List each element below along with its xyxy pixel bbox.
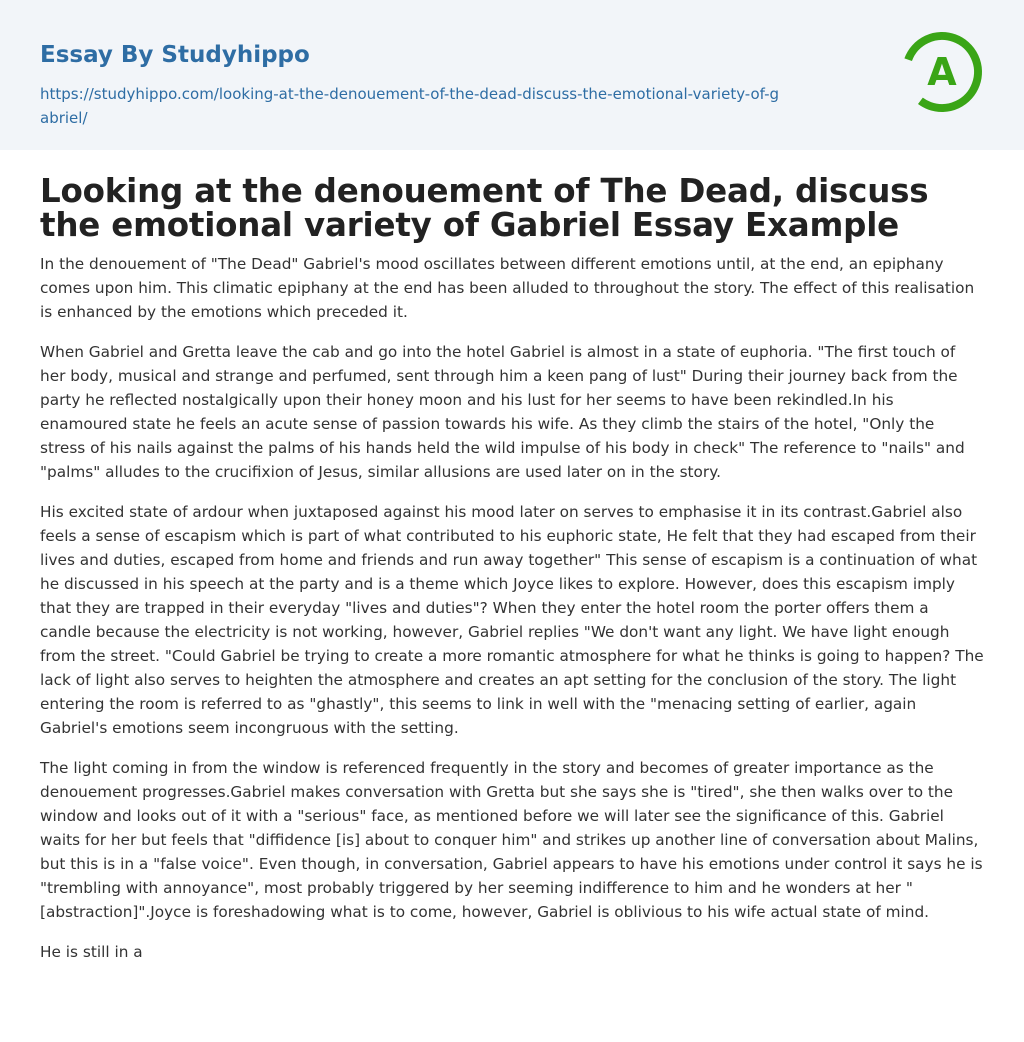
paragraph: When Gabriel and Gretta leave the cab and go into the hotel Gabriel is almost in a state of euphoria. "The first touch of her body, musical and strange and perfumed, sent through him a keen pang of lust" During their journey back from the party he reflected nostalgically upon their honey moon and his lust for her seems to have been rekindled.In his enamoured state he feels an acute sense of passion towards his wife. As they climb the stairs of the hotel, "Only the stress of his nails against the palms of his hands held the wild impulse of his body in check" The reference to "nails" and "palms" alludes to the crucifixion of Jesus, similar allusions are used later on in the story. xyxy=(40,343,965,481)
paragraph: His excited state of ardour when juxtaposed against his mood later on serves to emphasise it in its contrast.Gabriel also feels a sense of escapism which is part of what contributed to his euphoric state, He felt that they had escaped from their lives and duties, escaped from home and friends and run away together" This sense of escapism is a continuation of what he discussed in his speech at the party and is a theme which Joyce likes to explore. However, does this escapism imply that they are trapped in their everyday "lives and duties"? When they enter the hotel room the porter offers them a candle because the electricity is not working, however, Gabriel replies "We don't want any light. We have light enough from the street. "Could Gabriel be trying to create a more romantic atmosphere for what he thinks is going to happen? The lack of light also serves to heighten the atmosphere and creates an apt setting for the conclusion of the story. The light entering the room is referred to as "ghastly", this seems to link in well with the "menacing setting of earlier, again Gabriel's emotions seem incongruous with the setting. xyxy=(40,503,984,737)
source-url-link[interactable]: https://studyhippo.com/looking-at-the-denouement-of-the-dead-discuss-the-emotional-variety-of-gabriel/ xyxy=(40,85,780,127)
logo-letter: A xyxy=(927,50,957,94)
studyhippo-logo-icon[interactable] xyxy=(900,30,984,114)
paragraph: The light coming in from the window is referenced frequently in the story and becomes of greater importance as the denouement progresses.Gabriel makes conversation with Gretta but she says she is "tired", she then walks over to the window and looks out of it with a "serious" face, as mentioned before we will later see the significance of this. Gabriel waits for her but feels that "diffidence [is] about to conquer him" and strikes up another line of conversation about Malins, but this is in a "false voice". Even though, in conversation, Gabriel appears to have his emotions under control it says he is "trembling with annoyance", most probably triggered by her seeming indifference to him and he wonders at her "[abstraction]".Joyce is foreshadowing what is to come, however, Gabriel is oblivious to his wife actual state of mind. xyxy=(40,759,983,921)
site-header xyxy=(0,0,1024,150)
site-brand[interactable]: Essay By Studyhippo xyxy=(40,42,310,68)
paragraph: He is still in a xyxy=(40,943,143,961)
article-title: Looking at the denouement of The Dead, discuss the emotional variety of Gabriel Essay Example xyxy=(40,172,929,244)
paragraph: In the denouement of "The Dead" Gabriel's mood oscillates between different emotions until, at the end, an epiphany comes upon him. This climatic epiphany at the end has been alluded to throughout the story. The effect of this realisation is enhanced by the emotions which preceded it. xyxy=(40,255,975,321)
article xyxy=(0,174,1024,964)
